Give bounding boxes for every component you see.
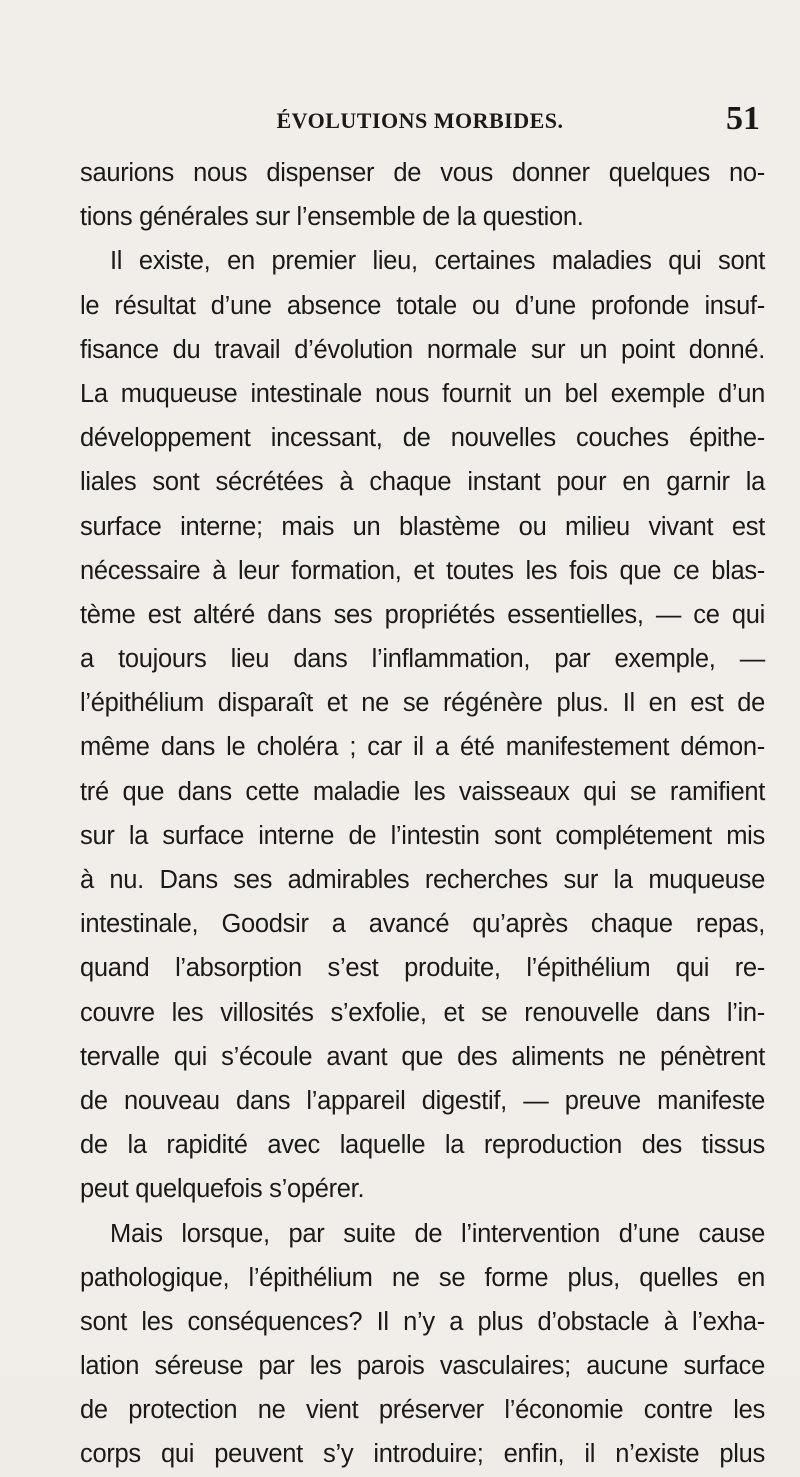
- text-line: de protection ne vient préserver l’économie contre les: [80, 1396, 765, 1425]
- paragraph-start-line: Il existe, en premier lieu, certaines maladies qui sont: [110, 247, 765, 276]
- text-line: nécessaire à leur formation, et toutes les fois que ce blas-: [80, 556, 765, 585]
- text-line: fisance du travail d’évolution normale sur un point donné.: [80, 335, 765, 364]
- page-number: 51: [726, 100, 760, 137]
- text-line: développement incessant, de nouvelles couches épithe-: [80, 424, 765, 453]
- text-line: a toujours lieu dans l’inflammation, par exemple, —: [80, 645, 765, 674]
- text-line: l’épithélium disparaît et ne se régénère plus. Il en est de: [80, 689, 765, 718]
- body-text: [80, 151, 765, 1477]
- text-line: tervalle qui s’écoule avant que des aliments ne pénètrent: [80, 1042, 765, 1071]
- text-line: quand l’absorption s’est produite, l’épithélium qui re-: [80, 954, 765, 983]
- text-line: lation séreuse par les parois vasculaires; aucune surface: [80, 1352, 765, 1381]
- paragraph-start-line: Mais lorsque, par suite de l’intervention d’une cause: [110, 1219, 765, 1248]
- text-line: sont les conséquences? Il n’y a plus d’obstacle à l’exha-: [80, 1307, 765, 1336]
- text-line: saurions nous dispenser de vous donner quelques no-: [80, 159, 765, 187]
- text-line: corps qui peuvent s’y introduire; enfin, il n’existe plus: [80, 1440, 765, 1469]
- text-line: de la rapidité avec laquelle la reproduction des tissus: [80, 1131, 765, 1160]
- text-line: de nouveau dans l’appareil digestif, — preuve manifeste: [80, 1086, 765, 1115]
- text-line: à nu. Dans ses admirables recherches sur la muqueuse: [80, 866, 765, 894]
- text-line: peut quelquefois s’opérer.: [80, 1175, 365, 1204]
- text-line: surface interne; mais un blastème ou milieu vivant est: [80, 512, 765, 541]
- text-line: tème est altéré dans ses propriétés essentielles, — ce qui: [80, 600, 765, 629]
- text-line: tré que dans cette maladie les vaisseaux qui se ramifient: [80, 777, 765, 806]
- text-line: couvre les villosités s’exfolie, et se renouvelle dans l’in-: [80, 998, 765, 1027]
- running-header: [80, 100, 760, 146]
- text-line: La muqueuse intestinale nous fournit un bel exemple d’un: [80, 379, 765, 408]
- chapter-title: ÉVOLUTIONS MORBIDES.: [276, 108, 564, 133]
- text-line: sur la surface interne de l’intestin sont complétement mis: [80, 821, 765, 850]
- text-line: liales sont sécrétées à chaque instant pour en garnir la: [80, 468, 765, 497]
- text-line: intestinale, Goodsir a avancé qu’après chaque repas,: [80, 910, 765, 939]
- text-line: même dans le choléra ; car il a été manifestement démon-: [80, 733, 765, 762]
- text-line: pathologique, l’épithélium ne se forme plus, quelles en: [80, 1263, 765, 1292]
- text-line: le résultat d’une absence totale ou d’une profonde insuf-: [80, 291, 765, 320]
- text-line: tions générales sur l’ensemble de la question.: [80, 203, 584, 232]
